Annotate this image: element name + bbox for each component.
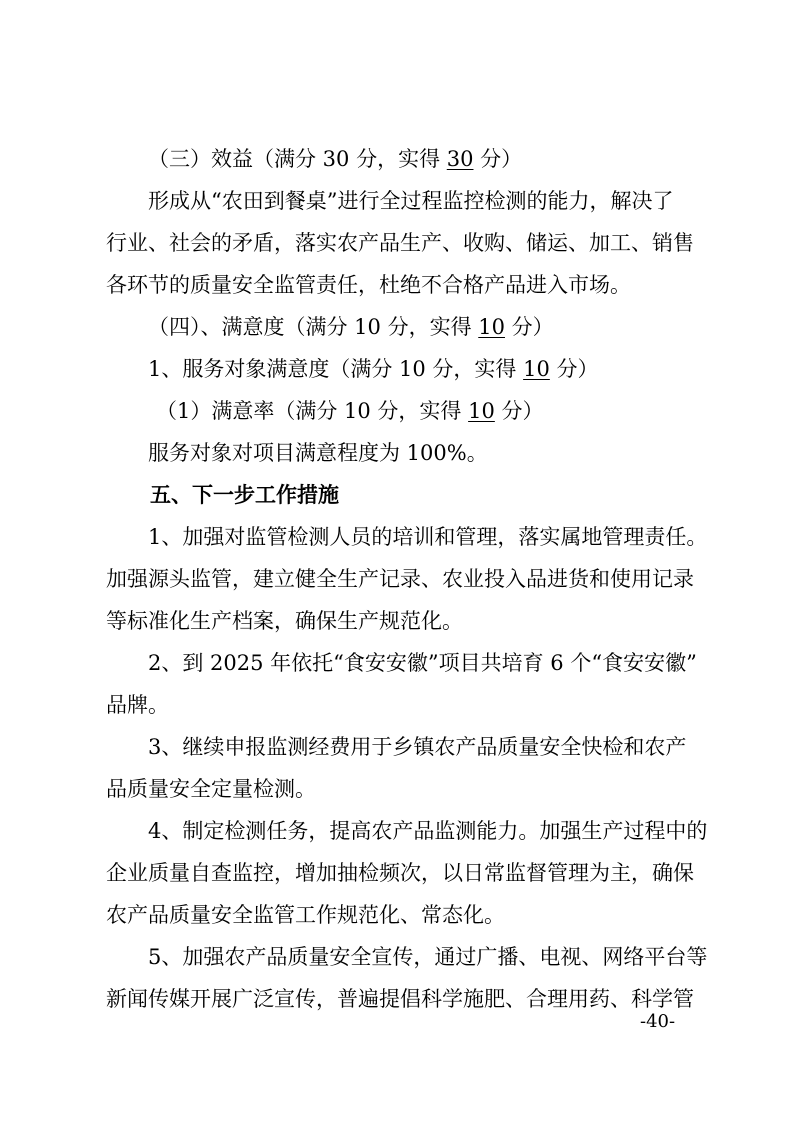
heading-service-satisfaction (148, 355, 599, 383)
page-number: -40- (640, 1011, 676, 1032)
paragraph-line: 1、加强对监管检测人员的培训和管理，落实属地管理责任。 (148, 525, 708, 549)
heading-rate-text: （1）满意率（满分 10 分，实得 (156, 399, 469, 423)
paragraph-line: 5、加强农产品质量安全宣传，通过广播、电视、网络平台等 (148, 945, 708, 969)
satisfaction-rate-score: 10 (468, 399, 495, 423)
paragraph-line: 2、到 2025 年依托“食安安徽”项目共培育 6 个“食安安徽” (148, 651, 697, 675)
paragraph-line: 4、制定检测任务，提高农产品监测能力。加强生产过程中的 (148, 819, 708, 843)
paragraph-line: 农产品质量安全监管工作规范化、常态化。 (106, 903, 505, 927)
paragraph-line: 形成从“农田到餐桌”进行全过程监控检测的能力，解决了 (148, 189, 674, 213)
paragraph-line: 服务对象对项目满意程度为 100%。 (148, 441, 488, 465)
paragraph-line: 企业质量自查监控，增加抽检频次，以日常监督管理为主，确保 (106, 861, 694, 885)
heading-benefit-text: （三）效益（满分 30 分，实得 (148, 147, 447, 171)
paragraph-line: 各环节的质量安全监管责任，杜绝不合格产品进入市场。 (106, 273, 631, 297)
heading-benefit (148, 145, 522, 173)
benefit-score: 30 (446, 147, 474, 171)
paragraph-line: 品牌。 (106, 693, 169, 717)
section-heading-next-steps: 五、下一步工作措施 (150, 482, 339, 507)
paragraph-line: 3、继续申报监测经费用于乡镇农产品质量安全快检和农产 (148, 735, 687, 759)
heading-service-suffix: 分） (549, 357, 599, 381)
heading-benefit-suffix: 分） (473, 147, 523, 171)
satisfaction-score: 10 (478, 315, 505, 339)
heading-satisfaction (148, 313, 554, 341)
paragraph-line: 加强源头监管，建立健全生产记录、农业投入品进货和使用记录 (106, 567, 694, 591)
heading-satisfaction-suffix: 分） (504, 315, 554, 339)
heading-service-text: 1、服务对象满意度（满分 10 分，实得 (148, 357, 524, 381)
heading-rate-suffix: 分） (494, 399, 544, 423)
paragraph-line: 新闻传媒开展广泛宣传，普遍提倡科学施肥、合理用药、科学管 (106, 987, 694, 1011)
paragraph-line: 行业、社会的矛盾，落实农产品生产、收购、储运、加工、销售 (106, 231, 694, 255)
paragraph-line: 等标准化生产档案，确保生产规范化。 (106, 609, 463, 633)
service-satisfaction-score: 10 (523, 357, 550, 381)
heading-satisfaction-rate (156, 397, 544, 425)
paragraph-line: 品质量安全定量检测。 (106, 777, 316, 801)
heading-satisfaction-text: （四）、满意度（满分 10 分，实得 (148, 315, 479, 339)
